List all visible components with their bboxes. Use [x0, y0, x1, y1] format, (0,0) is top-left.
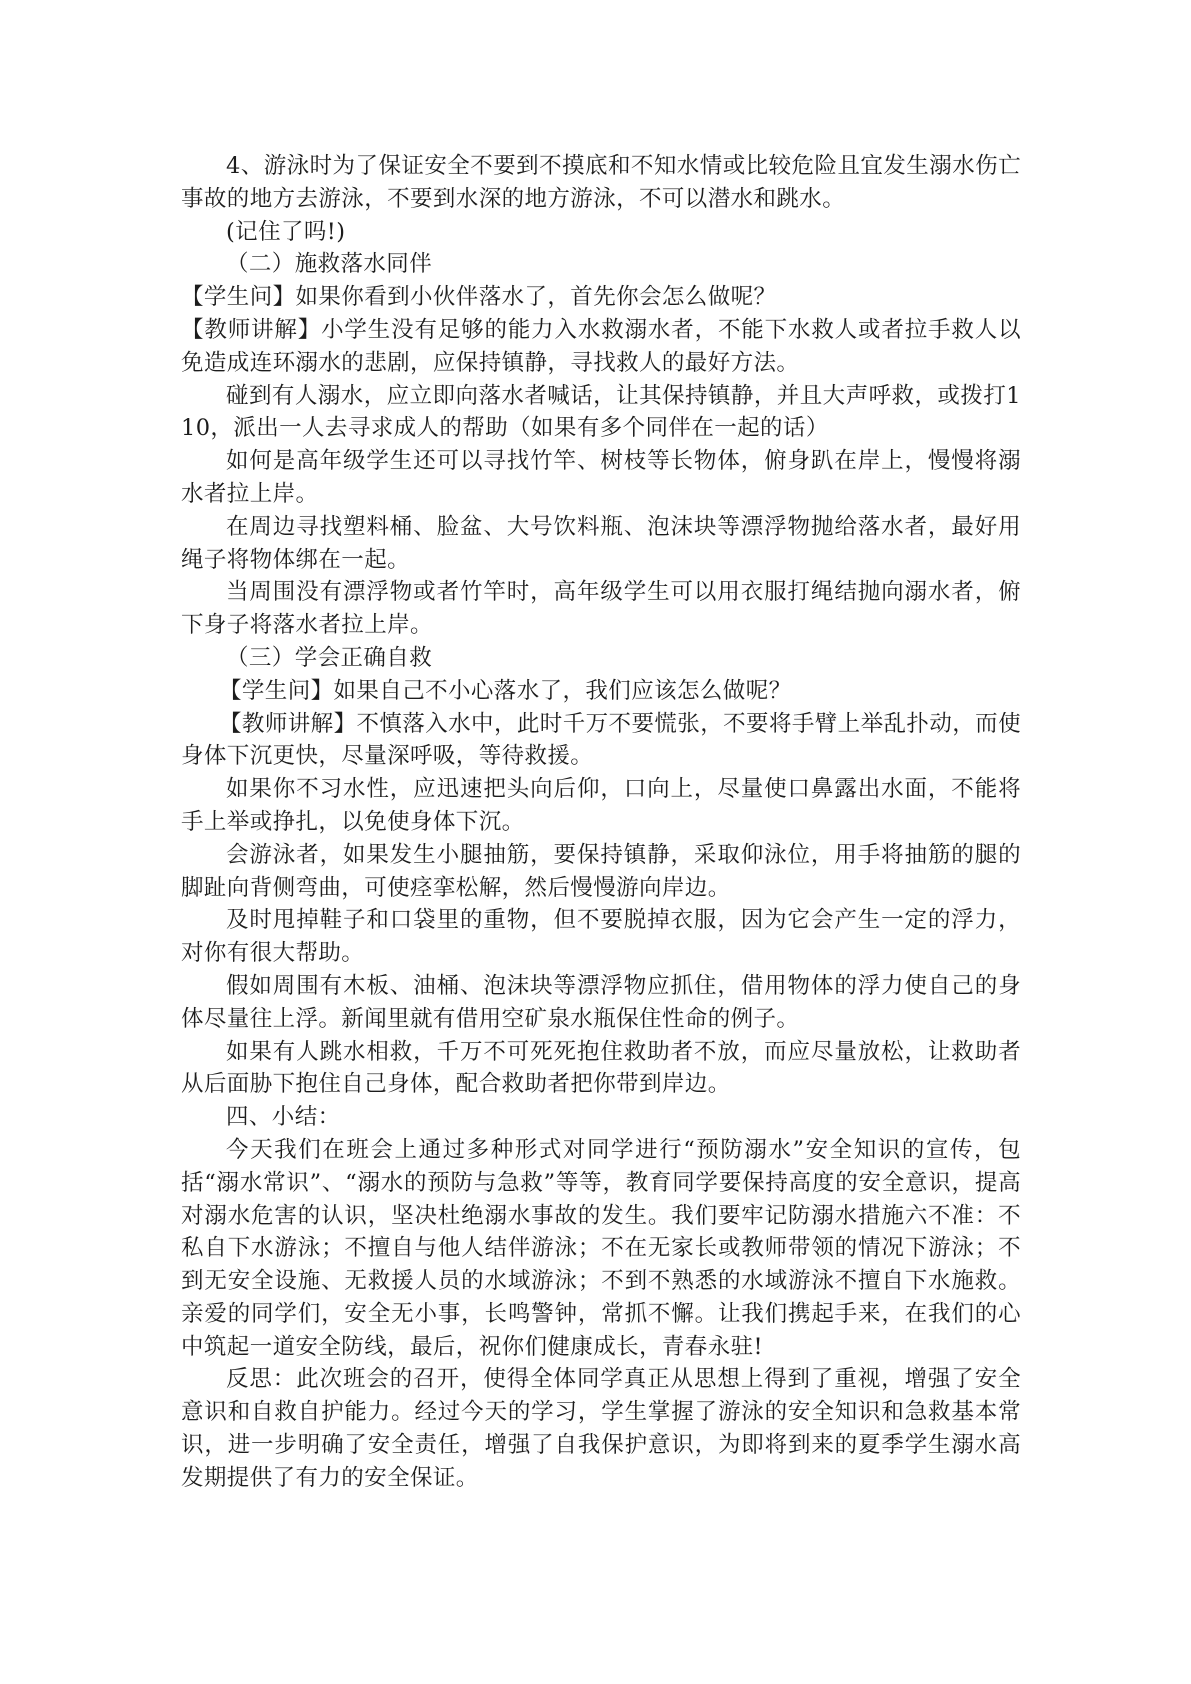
- paragraph-grab-floats: 假如周围有木板、油桶、泡沫块等漂浮物应抓住，借用物体的浮力使自己的身体尽量往上浮。新闻里就有借用空矿泉水瓶保住性命的例子。: [181, 972, 1021, 1032]
- paragraph-teacher-explain-2: 【教师讲解】不慎落入水中，此时千万不要慌张，不要将手臂上举乱扑动，而使身体下沉更快，尽量深呼吸，等待救援。: [181, 710, 1021, 770]
- section-heading-rescue-companion: （二）施救落水同伴: [226, 251, 433, 278]
- paragraph-teacher-explain-1: 【教师讲解】小学生没有足够的能力入水救溺水者，不能下水救人或者拉手救人以免造成连环溺水的悲剧，应保持镇静，寻找救人的最好方法。: [181, 316, 1021, 376]
- paragraph-shoes: 及时甩掉鞋子和口袋里的重物，但不要脱掉衣服，因为它会产生一定的浮力，对你有很大帮助。: [181, 907, 1021, 967]
- paragraph-remember: (记住了吗!): [226, 218, 346, 245]
- paragraph-use-long-object: 如何是高年级学生还可以寻找竹竿、树枝等长物体，俯身趴在岸上，慢慢将溺水者拉上岸。: [181, 448, 1021, 507]
- section-heading-self-rescue: （三）学会正确自救: [226, 644, 433, 671]
- section-heading-summary: 四、小结：: [226, 1104, 341, 1131]
- paragraph-head-back: 如果你不习水性，应迅速把头向后仰，口向上，尽量使口鼻露出水面，不能将手上举或挣扎，以免使身体下沉。: [181, 776, 1021, 835]
- paragraph-throw-floats: 在周边寻找塑料桶、脸盆、大号饮料瓶、泡沫块等漂浮物抛给落水者，最好用绳子将物体绑在一起。: [181, 513, 1021, 573]
- paragraph-clothes-rope: 当周围没有漂浮物或者竹竿时，高年级学生可以用衣服打绳结抛向溺水者，俯下身子将落水者拉上岸。: [181, 579, 1021, 639]
- document-body: [181, 150, 1021, 1495]
- paragraph-reflection: 反思：此次班会的召开，使得全体同学真正从思想上得到了重视，增强了安全意识和自救自护能力。经过今天的学习，学生掌握了游泳的安全知识和急救基本常识，进一步明确了安全责任，增强了自我保护意识，为即将到来的夏季学生溺水高发期提供了有力的安全保证。: [181, 1366, 1021, 1491]
- paragraph-cramp: 会游泳者，如果发生小腿抽筋，要保持镇静，采取仰泳位，用手将抽筋的腿的脚趾向背侧弯曲，可使痉挛松解，然后慢慢游向岸边。: [181, 841, 1021, 901]
- paragraph-call-for-help: 碰到有人溺水，应立即向落水者喊话，让其保持镇静，并且大声呼救，或拨打110，派出一人去寻求成人的帮助（如果有多个同伴在一起的话）: [181, 382, 1021, 442]
- paragraph-summary: 今天我们在班会上通过多种形式对同学进行“预防溺水”安全知识的宣传，包括“溺水常识”、“溺水的预防与急救”等等，教育同学要保持高度的安全意识，提高对溺水危害的认识，坚决杜绝溺水事故的发生。我们要牢记防溺水措施六不准：不私自下水游泳；不擅自与他人结伴游泳；不在无家长或教师带领的情况下游泳；不到无安全设施、无救援人员的水域游泳；不到不熟悉的水域游泳不擅自下水施救。亲爱的同学们，安全无小事，长鸣警钟，常抓不懈。让我们携起手来，在我们的心中筑起一道安全防线，最后，祝你们健康成长，青春永驻!: [181, 1136, 1021, 1360]
- paragraph-student-question-2: 【学生问】如果自己不小心落水了，我们应该怎么做呢？: [219, 677, 792, 704]
- paragraph-student-question-1: 【学生问】如果你看到小伙伴落水了，首先你会怎么做呢？: [181, 284, 777, 311]
- paragraph-rescuer: 如果有人跳水相救，千万不可死死抱住救助者不放，而应尽量放松，让救助者从后面胁下抱住自己身体，配合救助者把你带到岸边。: [181, 1038, 1021, 1098]
- paragraph-safety-rule-4: 4、游泳时为了保证安全不要到不摸底和不知水情或比较危险且宜发生溺水伤亡事故的地方去游泳，不要到水深的地方游泳，不可以潜水和跳水。: [181, 153, 1021, 212]
